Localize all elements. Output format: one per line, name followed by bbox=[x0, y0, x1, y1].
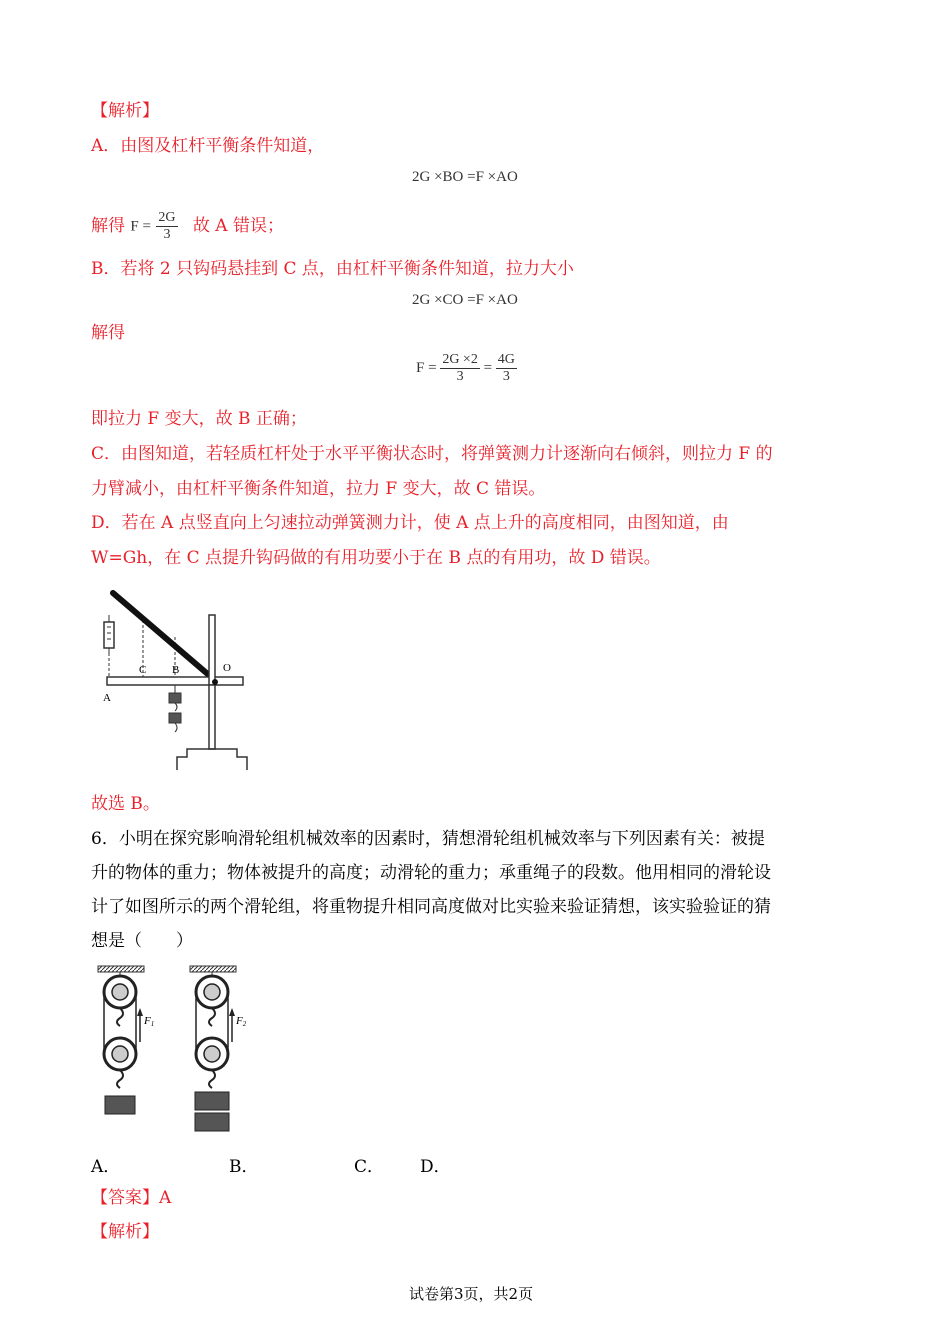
eq3-fraction-1 bbox=[440, 352, 480, 385]
option-b[interactable]: B． bbox=[229, 1157, 259, 1177]
option-c-analysis-line-2: 力臂减小，由杠杆平衡条件知道，拉力 F 变大，故 C 错误。 bbox=[91, 479, 546, 499]
hook-right-bottom bbox=[209, 1070, 215, 1088]
fixed-pulley-left-hub bbox=[112, 984, 128, 1000]
eq3-denominator-2: 3 bbox=[502, 369, 510, 384]
page-footer: 试卷第3页，共2页 bbox=[409, 1285, 534, 1303]
lever-diagram bbox=[95, 585, 255, 775]
label-c: C bbox=[139, 664, 147, 676]
movable-pulley-right-hub bbox=[204, 1046, 220, 1062]
question-6-line-3: 计了如图所示的两个滑轮组，将重物提升相同高度做对比实验来验证猜想，该实验验证的猜 bbox=[91, 897, 771, 917]
eq3-denominator-1: 3 bbox=[456, 369, 464, 384]
fixed-pulley-right-hub bbox=[204, 984, 220, 1000]
option-a-analysis: A．由图及杠杆平衡条件知道， bbox=[91, 136, 325, 156]
option-d-analysis-line-2: W=Gh，在 C 点提升钩码做的有用功要小于在 B 点的有用功，故 D 错误。 bbox=[91, 548, 661, 568]
label-o: O bbox=[223, 662, 231, 674]
answer-choice: 故选 B。 bbox=[91, 794, 160, 814]
solve-a-numerator: 2G bbox=[158, 210, 176, 225]
ceiling-right bbox=[190, 966, 236, 972]
equation-1: 2G ×BO =F ×AO bbox=[412, 169, 518, 185]
analysis-label-2: 【解析】 bbox=[91, 1222, 159, 1242]
option-a[interactable]: A． bbox=[91, 1157, 121, 1177]
answer-label: 【答案】A bbox=[91, 1188, 172, 1208]
question-6-line-4: 想是（ ） bbox=[91, 931, 193, 951]
arrowhead-f1 bbox=[137, 1008, 143, 1016]
eq3-equals: = bbox=[483, 360, 493, 376]
option-d[interactable]: D． bbox=[420, 1157, 451, 1177]
solve-a-denominator: 3 bbox=[163, 227, 171, 242]
horizontal-lever bbox=[107, 677, 243, 685]
solve-a bbox=[91, 210, 284, 243]
hook-right bbox=[209, 1008, 215, 1026]
solve-a-lhs: F = bbox=[130, 218, 151, 235]
label-b: B bbox=[172, 664, 180, 676]
movable-pulley-left-hub bbox=[112, 1046, 128, 1062]
option-c-analysis-line-1: C．由图知道，若轻质杠杆处于水平平衡状态时，将弹簧测力计逐渐向右倾斜，则拉力 F 的 bbox=[91, 444, 773, 464]
pulley-diagram bbox=[90, 962, 260, 1140]
weight-left bbox=[105, 1096, 135, 1114]
question-6-line-1: 6．小明在探究影响滑轮组机械效率的因素时，猜想滑轮组机械效率与下列因素有关：被提 bbox=[91, 829, 765, 849]
stand-base bbox=[177, 749, 247, 770]
solve-a-prefix: 解得 bbox=[91, 216, 125, 236]
weight-1 bbox=[169, 693, 181, 703]
solve-label: 解得 bbox=[91, 323, 125, 343]
weight-hook bbox=[175, 723, 177, 732]
hook-left-bottom bbox=[117, 1070, 123, 1088]
tilted-lever bbox=[113, 593, 217, 682]
equation-2: 2G ×CO =F ×AO bbox=[412, 292, 518, 308]
option-c[interactable]: C． bbox=[354, 1157, 385, 1177]
option-b-analysis: B．若将 2 只钩码悬挂到 C 点，由杠杆平衡条件知道，拉力大小 bbox=[91, 259, 574, 279]
hook-left bbox=[117, 1008, 123, 1026]
stand-post bbox=[209, 685, 215, 749]
eq3-numerator-1: 2G ×2 bbox=[442, 352, 478, 367]
weight-2 bbox=[169, 713, 181, 723]
eq3-fraction-2 bbox=[496, 352, 517, 385]
label-a: A bbox=[103, 692, 111, 704]
eq3-numerator-2: 4G bbox=[497, 352, 515, 367]
eq3-lhs: F = bbox=[416, 360, 437, 376]
option-b-conclusion: 即拉力 F 变大，故 B 正确； bbox=[91, 409, 307, 429]
analysis-label: 【解析】 bbox=[91, 101, 159, 121]
question-6-line-2: 升的物体的重力；物体被提升的高度；动滑轮的重力；承重绳子的段数。他用相同的滑轮设 bbox=[91, 863, 771, 883]
weight-right-1 bbox=[195, 1092, 229, 1110]
label-f1: F1 bbox=[144, 1015, 155, 1028]
ceiling-left bbox=[98, 966, 144, 972]
option-d-analysis-line-1: D．若在 A 点竖直向上匀速拉动弹簧测力计，使 A 点上升的高度相同，由图知道，由 bbox=[91, 513, 729, 533]
spring-scale-body bbox=[104, 622, 114, 648]
weight-hook bbox=[175, 703, 177, 711]
equation-3 bbox=[416, 352, 517, 385]
arrowhead-f2 bbox=[229, 1008, 235, 1016]
solve-a-fraction bbox=[156, 210, 177, 243]
solve-a-suffix: 故 A 错误； bbox=[192, 216, 284, 236]
label-f2: F2 bbox=[236, 1015, 247, 1028]
pivot-point bbox=[212, 679, 218, 685]
stand-upper-post bbox=[209, 615, 215, 685]
weight-right-2 bbox=[195, 1113, 229, 1131]
